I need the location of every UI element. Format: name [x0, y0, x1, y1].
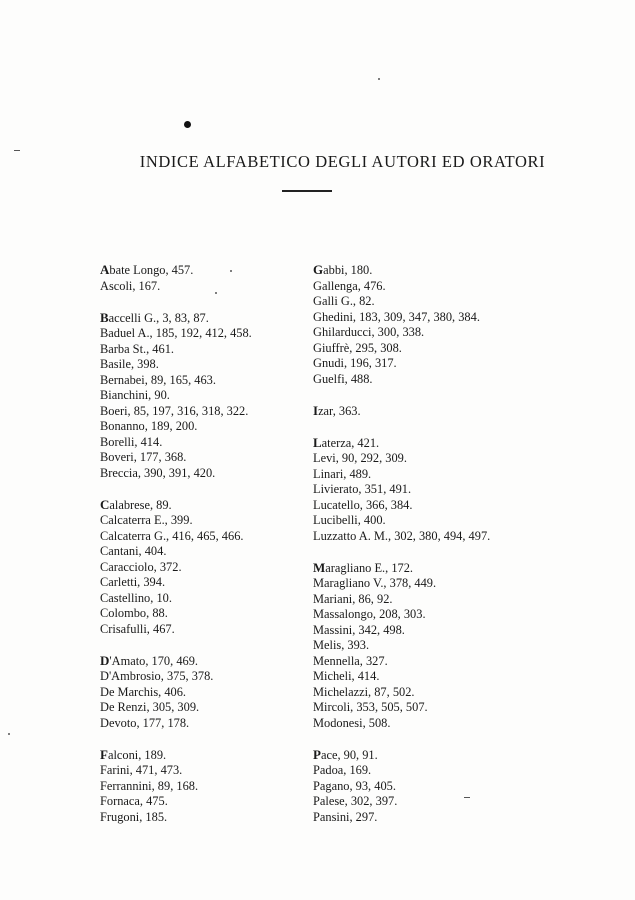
left-column: [100, 262, 300, 825]
index-entry: Caracciolo, 372.: [100, 559, 182, 574]
index-entry: [100, 653, 300, 670]
index-entry: Castellino, 10.: [100, 590, 172, 605]
index-group-i: [313, 403, 533, 420]
speck: [8, 733, 10, 735]
right-column: [313, 262, 533, 825]
index-entry: Breccia, 390, 391, 420.: [100, 465, 216, 480]
initial-letter: A: [100, 262, 110, 277]
initial-letter: C: [100, 496, 110, 512]
initial-letter: L: [313, 434, 322, 450]
initial-letter: B: [100, 309, 109, 325]
index-group-m: [313, 560, 533, 732]
entry-text: abbi, 180.: [323, 263, 373, 277]
entry-text: bate Longo, 457.: [109, 263, 194, 277]
index-entry: [313, 403, 533, 420]
index-entry: Mennella, 327.: [313, 653, 388, 668]
initial-letter: D: [100, 652, 110, 668]
initial-letter: P: [313, 746, 321, 762]
index-entry: Boeri, 85, 197, 316, 318, 322.: [100, 403, 249, 418]
index-entry: Bianchini, 90.: [100, 388, 170, 402]
initial-letter: F: [100, 746, 108, 762]
index-entry: Gnudi, 196, 317.: [313, 356, 397, 370]
index-entry: [313, 435, 533, 452]
index-entry: Lucatello, 366, 384.: [313, 497, 413, 512]
index-entry: [313, 560, 533, 577]
index-group-g: [313, 262, 533, 387]
index-entry: Ascoli, 167.: [100, 278, 161, 293]
entry-text: aragliano E., 172.: [325, 560, 414, 575]
speck: [378, 78, 380, 80]
ink-dot: [184, 121, 191, 128]
index-entry: Massini, 342, 498.: [313, 622, 405, 637]
index-entry: Modonesi, 508.: [313, 715, 391, 730]
index-entry: Ferrannini, 89, 168.: [100, 778, 199, 793]
index-group-f: [100, 747, 300, 826]
index-entry: Lucibelli, 400.: [313, 513, 386, 527]
index-entry: [100, 310, 300, 327]
index-entry: Cantani, 404.: [100, 544, 167, 558]
initial-letter: G: [313, 262, 324, 277]
index-entry: Mircoli, 353, 505, 507.: [313, 700, 428, 714]
index-entry: De Marchis, 406.: [100, 684, 187, 699]
index-entry: Carletti, 394.: [100, 575, 166, 589]
index-entry: Basile, 398.: [100, 357, 159, 371]
index-entry: Barba St., 461.: [100, 341, 174, 356]
index-entry: Luzzatto A. M., 302, 380, 494, 497.: [313, 528, 491, 543]
index-entry: Baduel A., 185, 192, 412, 458.: [100, 326, 252, 340]
index-entry: Micheli, 414.: [313, 669, 380, 683]
index-group-d: [100, 653, 300, 732]
index-entry: D'Ambrosio, 375, 378.: [100, 669, 214, 683]
index-group-l: [313, 435, 533, 545]
entry-text: aterza, 421.: [321, 435, 380, 450]
entry-text: alabrese, 89.: [109, 497, 172, 512]
index-entry: [313, 747, 533, 764]
title-rule: [282, 190, 332, 192]
page-title: INDICE ALFABETICO DEGLI AUTORI ED ORATORI: [139, 152, 546, 171]
index-entry: Massalongo, 208, 303.: [313, 607, 426, 621]
index-entry: [100, 262, 300, 279]
index-entry: Linari, 489.: [313, 466, 372, 481]
index-entry: Giuffrè, 295, 308.: [313, 340, 402, 355]
index-entry: Crisafulli, 467.: [100, 621, 175, 636]
index-entry: Borelli, 414.: [100, 434, 163, 449]
index-entry: Boveri, 177, 368.: [100, 450, 187, 464]
index-group-c: [100, 497, 300, 638]
index-entry: Gallenga, 476.: [313, 278, 386, 293]
index-entry: Bonanno, 189, 200.: [100, 419, 198, 433]
index-entry: Pagano, 93, 405.: [313, 778, 396, 793]
index-entry: Farini, 471, 473.: [100, 763, 183, 777]
index-group-p: [313, 747, 533, 826]
index-entry: Calcaterra E., 399.: [100, 513, 193, 527]
speck: [14, 150, 20, 151]
index-group-a: [100, 262, 300, 294]
index-entry: Devoto, 177, 178.: [100, 715, 190, 730]
entry-text: alconi, 189.: [107, 747, 167, 762]
index-entry: [313, 262, 533, 279]
index-entry: De Renzi, 305, 309.: [100, 700, 200, 714]
index-entry: Levi, 90, 292, 309.: [313, 451, 407, 465]
entry-text: zar, 363.: [318, 403, 361, 418]
entry-text: 'Amato, 170, 469.: [109, 653, 199, 668]
index-group-b: [100, 310, 300, 482]
index-entry: Livierato, 351, 491.: [313, 482, 412, 496]
initial-letter: I: [313, 402, 319, 418]
index-entry: Ghilarducci, 300, 338.: [313, 325, 425, 339]
index-entry: Galli G., 82.: [313, 294, 375, 308]
index-entry: [100, 747, 300, 764]
index-entry: [100, 497, 300, 514]
index-entry: Palese, 302, 397.: [313, 794, 398, 808]
entry-text: ace, 90, 91.: [320, 747, 378, 762]
index-entry: Calcaterra G., 416, 465, 466.: [100, 528, 244, 543]
entry-text: accelli G., 3, 83, 87.: [108, 310, 209, 325]
index-entry: Pansini, 297.: [313, 809, 378, 824]
index-entry: Ghedini, 183, 309, 347, 380, 384.: [313, 309, 480, 324]
index-entry: Padoa, 169.: [313, 763, 372, 777]
index-entry: Maragliano V., 378, 449.: [313, 576, 437, 590]
initial-letter: M: [313, 559, 326, 575]
index-entry: Mariani, 86, 92.: [313, 591, 393, 606]
index-entry: Michelazzi, 87, 502.: [313, 684, 415, 699]
index-entry: Guelfi, 488.: [313, 371, 373, 386]
index-entry: Frugoni, 185.: [100, 809, 168, 824]
index-entry: Bernabei, 89, 165, 463.: [100, 372, 216, 387]
index-entry: Fornaca, 475.: [100, 794, 168, 808]
index-entry: Colombo, 88.: [100, 606, 168, 620]
index-entry: Melis, 393.: [313, 638, 370, 652]
